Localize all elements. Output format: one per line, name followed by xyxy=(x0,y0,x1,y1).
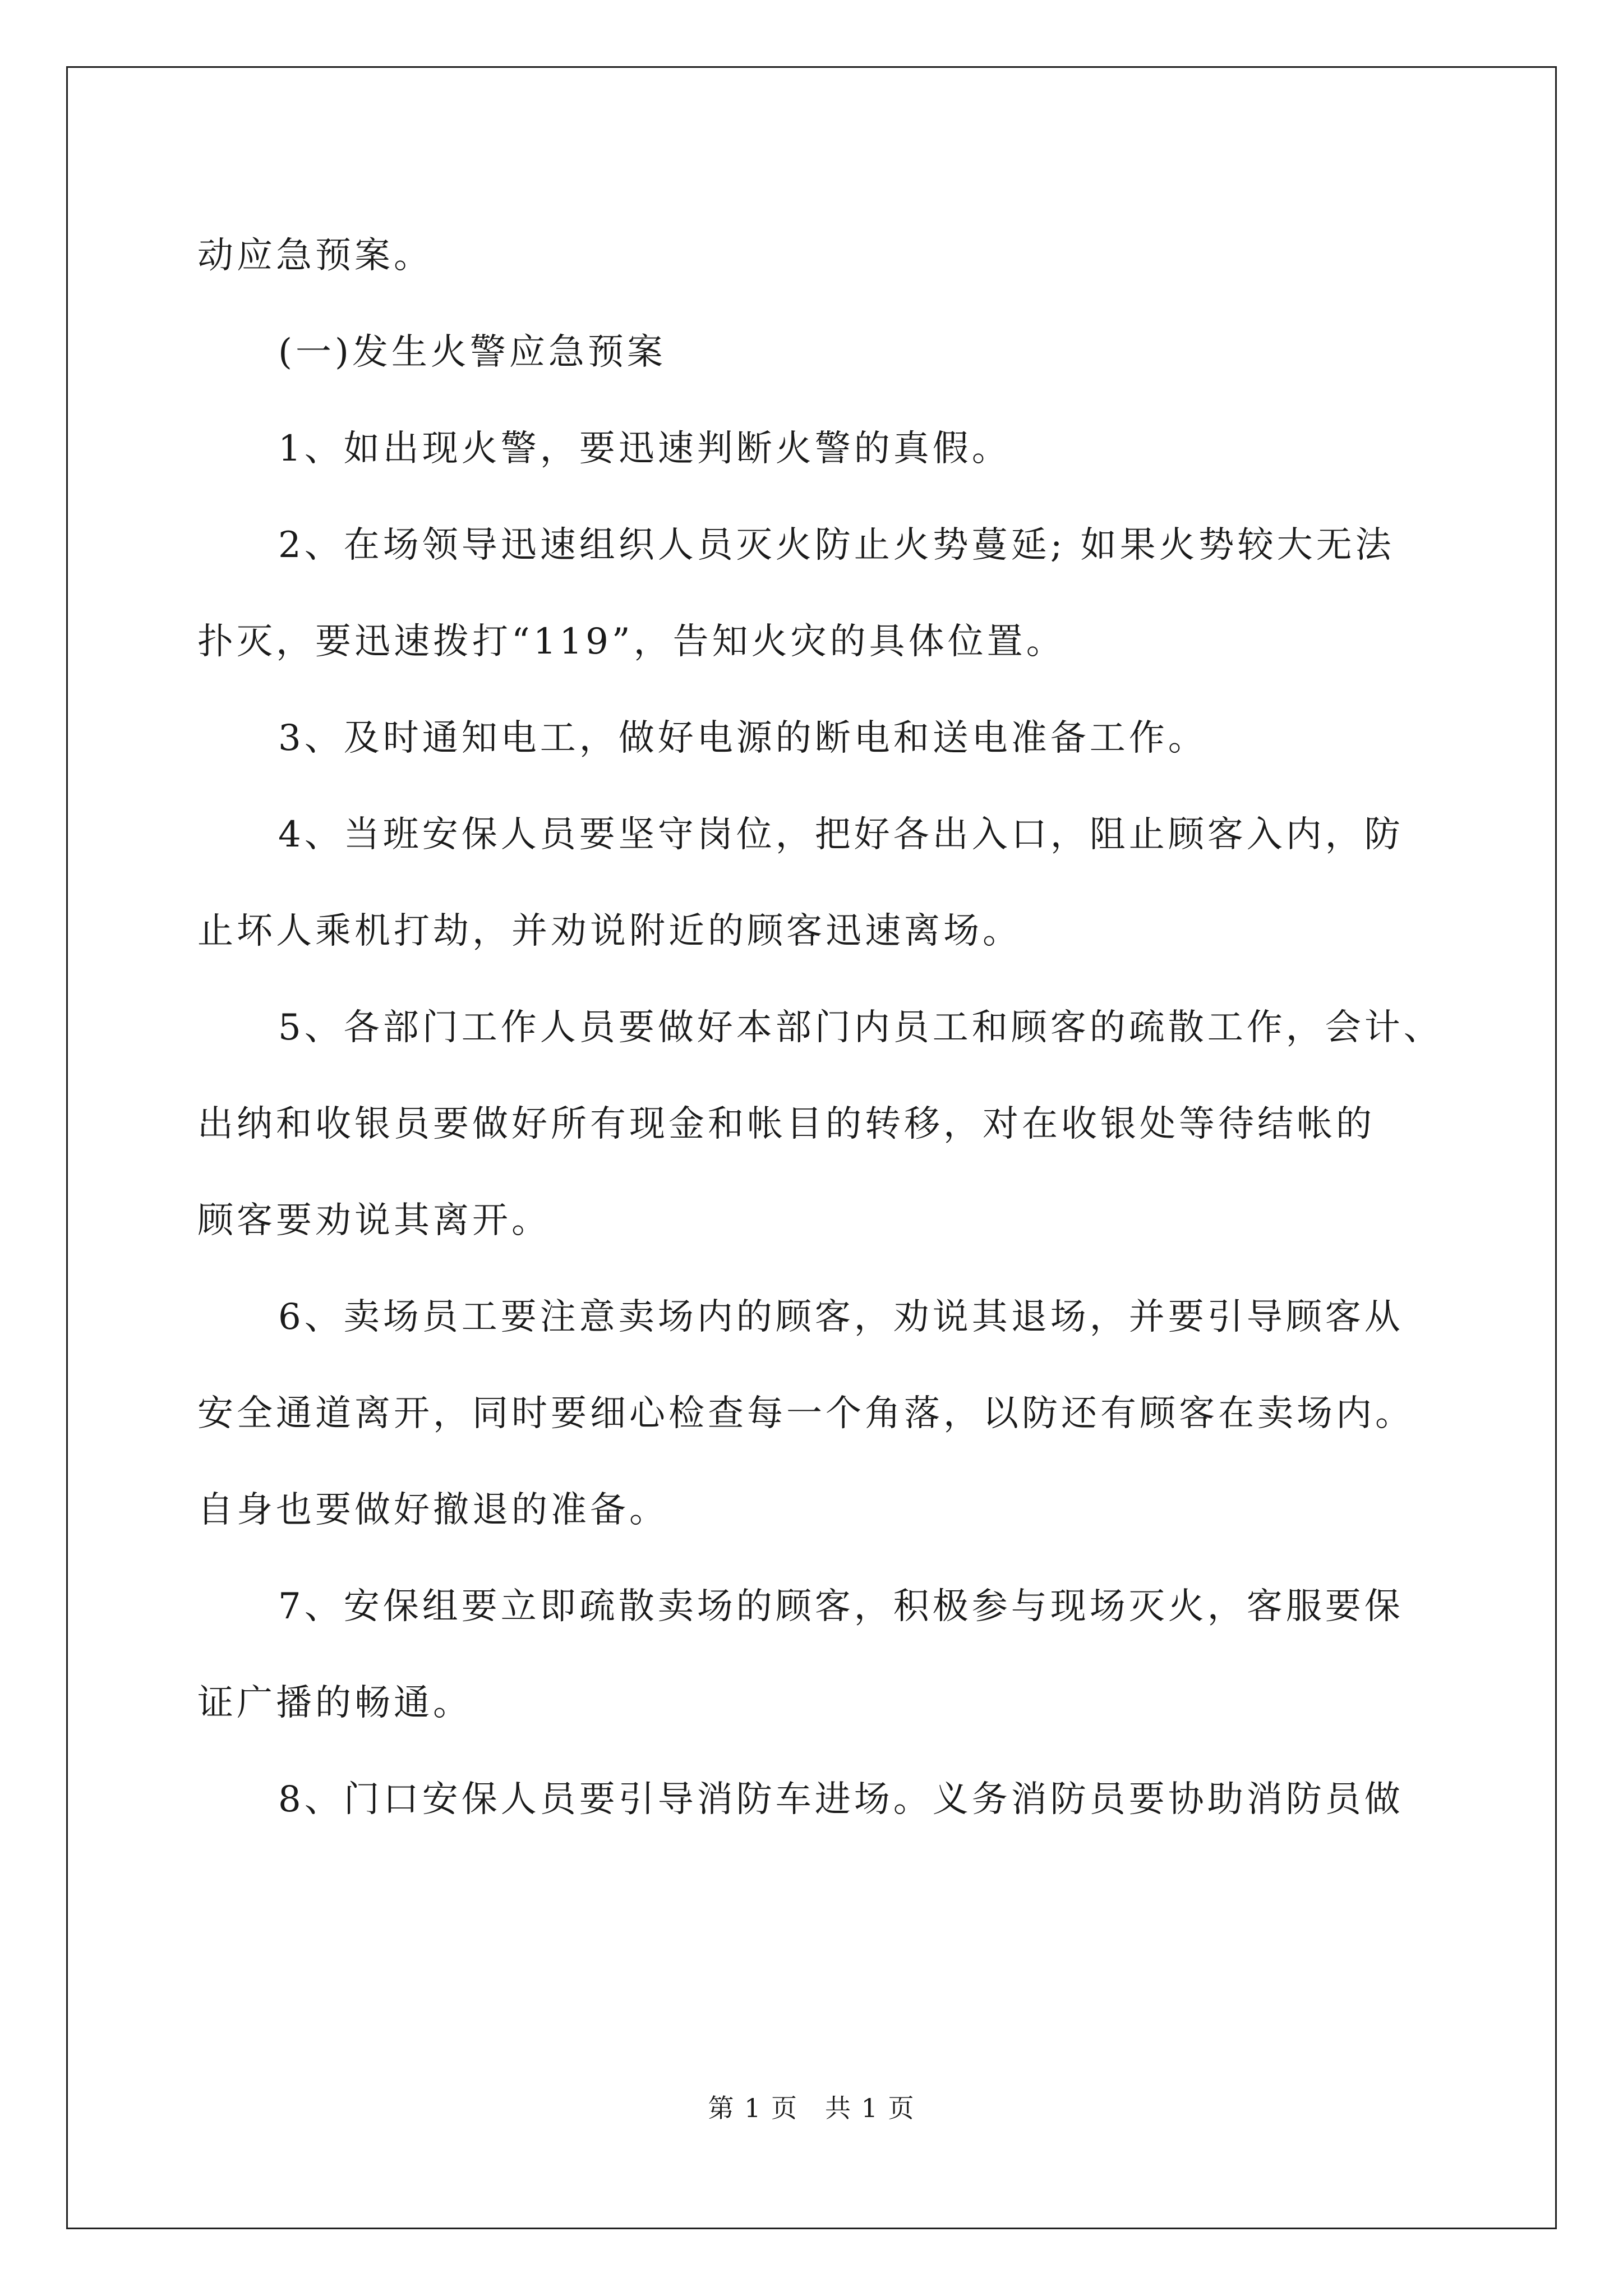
text-line: 7、安保组要立即疏散卖场的顾客，积极参与现场灭火，客服要保 xyxy=(278,1586,1404,1627)
text-line: 4、当班安保人员要坚守岗位，把好各出入口，阻止顾客入内，防 xyxy=(278,814,1404,855)
text-line: 动应急预案。 xyxy=(197,235,433,277)
text-line: 扑灭，要迅速拨打“119”，告知火灾的具体位置。 xyxy=(197,621,1066,662)
text-line: 安全通道离开，同时要细心检查每一个角落，以防还有顾客在卖场内。 xyxy=(197,1393,1414,1434)
text-line: 6、卖场员工要注意卖场内的顾客，劝说其退场，并要引导顾客从 xyxy=(278,1296,1404,1338)
page-number-footer: 第 1 页 共 1 页 xyxy=(708,2093,915,2123)
text-line: 2、在场领导迅速组织人员灭火防止火势蔓延; 如果火势较大无法 xyxy=(278,524,1395,566)
text-line: 止坏人乘机打劫，并劝说附近的顾客迅速离场。 xyxy=(197,910,1022,952)
text-line: 出纳和收银员要做好所有现金和帐目的转移，对在收银处等待结帐的 xyxy=(197,1103,1375,1145)
text-line: 1、如出现火警，要迅速判断火警的真假。 xyxy=(278,428,1011,470)
section-heading: (一)发生火警应急预案 xyxy=(278,332,666,373)
document-body xyxy=(197,208,1454,1848)
text-line: 3、及时通知电工，做好电源的断电和送电准备工作。 xyxy=(278,717,1207,759)
text-line: 8、门口安保人员要引导消防车进场。义务消防员要协助消防员做 xyxy=(278,1779,1404,1820)
text-line: 5、各部门工作人员要做好本部门内员工和顾客的疏散工作，会计、 xyxy=(278,1007,1443,1048)
text-line: 自身也要做好撤退的准备。 xyxy=(197,1489,668,1531)
text-line: 证广播的畅通。 xyxy=(197,1682,472,1724)
text-line: 顾客要劝说其离开。 xyxy=(197,1200,551,1241)
